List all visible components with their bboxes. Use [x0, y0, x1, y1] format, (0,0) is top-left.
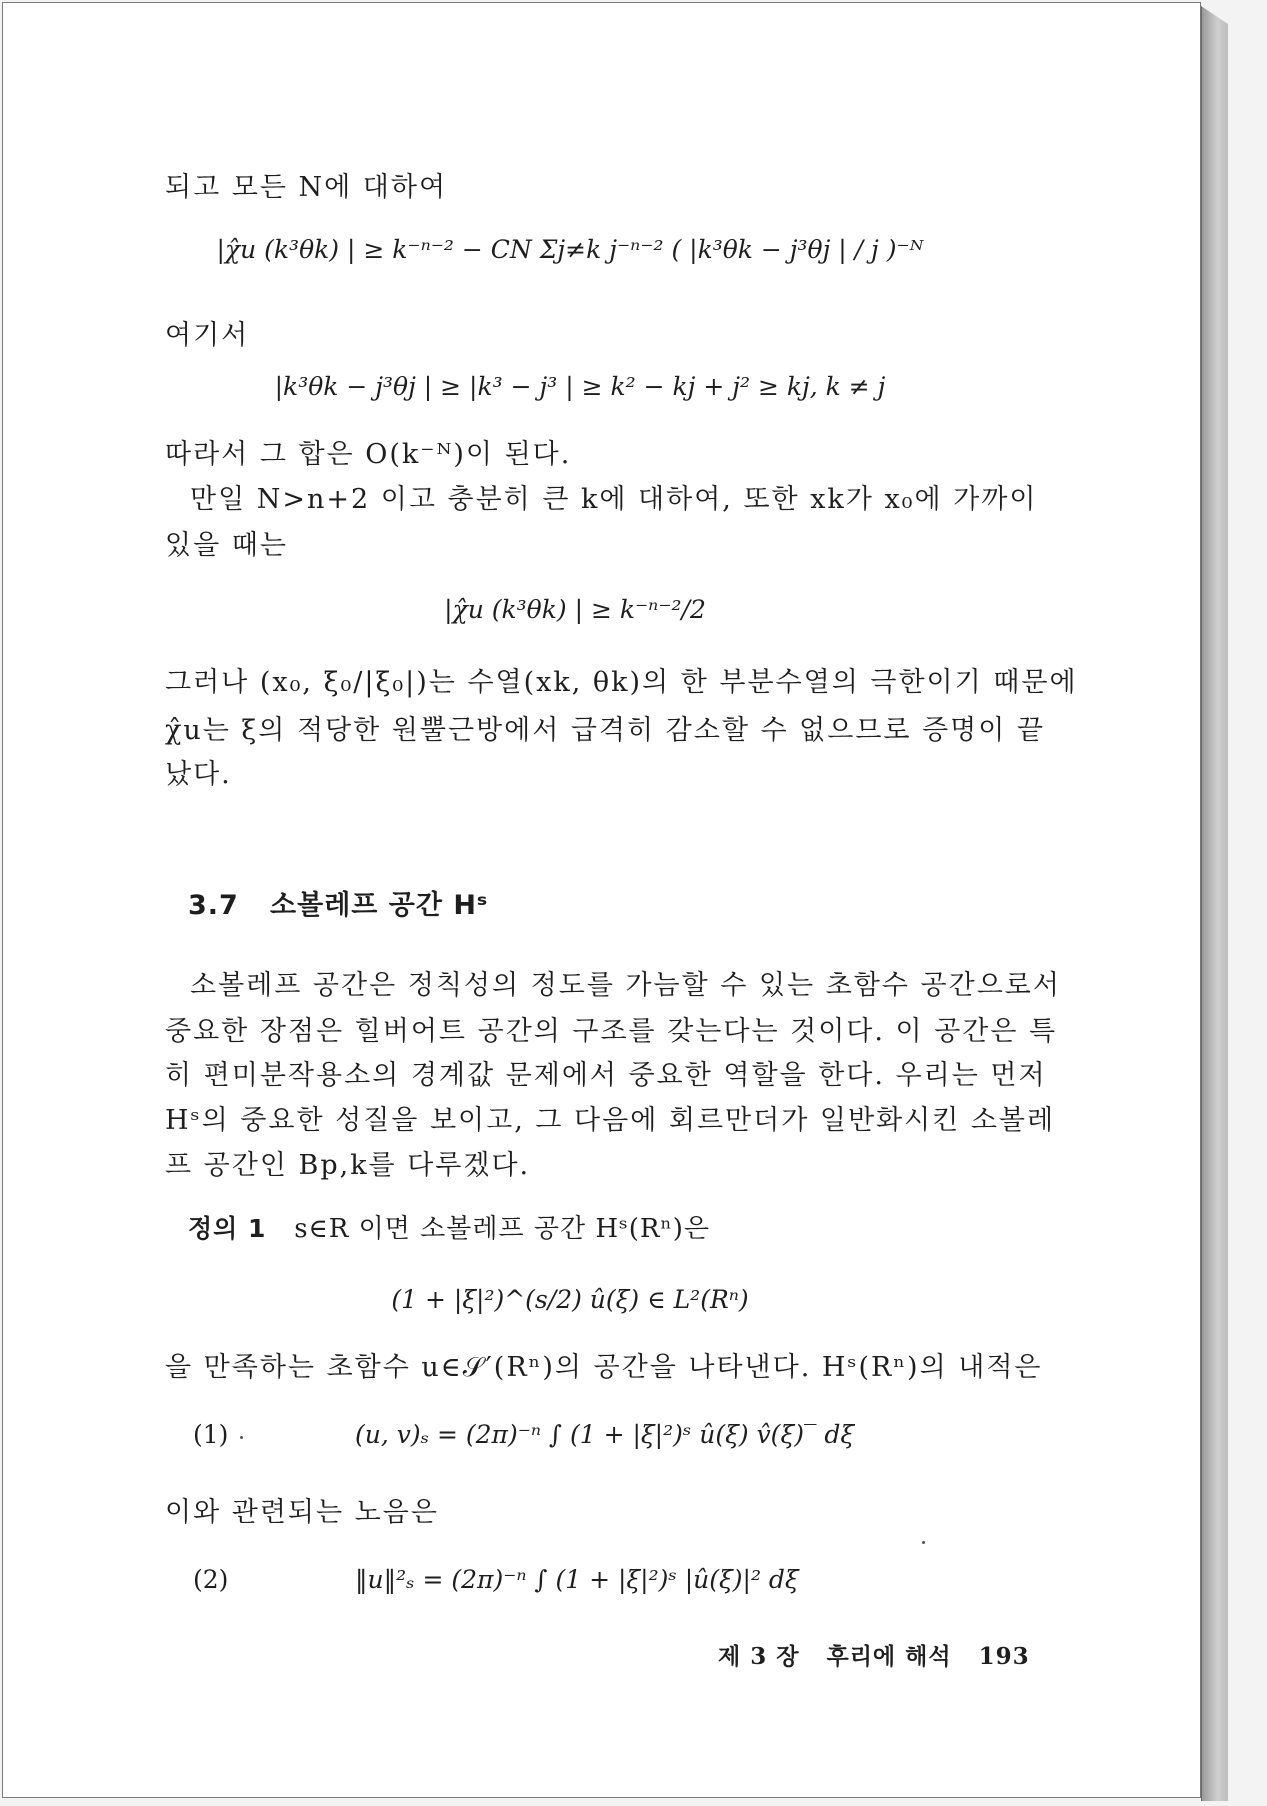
- paragraph-line-1: 소볼레프 공간은 정칙성의 정도를 가늠할 수 있는 초함수 공간으로서: [190, 970, 1061, 1001]
- equation-norm: ‖u‖²ₛ = (2π)⁻ⁿ ∫ (1 + |ξ|²)ˢ |û(ξ)|² dξ: [355, 1565, 799, 1594]
- text-line-1: 되고 모든 N에 대하여: [165, 172, 448, 203]
- text-line-2: 여기서: [165, 320, 250, 351]
- definition-label: 정의 1: [188, 1214, 267, 1243]
- section-heading: [188, 883, 488, 922]
- equation-sobolev-condition: (1 + |ξ|²)^(s/2) û(ξ) ∈ L²(Rⁿ): [391, 1285, 749, 1314]
- text-line-5: 있을 때는: [165, 530, 288, 561]
- section-title: 소볼레프 공간 Hˢ: [270, 890, 489, 921]
- paragraph-line-4: Hˢ의 중요한 성질을 보이고, 그 다음에 회르만더가 일반화시킨 소볼레: [165, 1105, 1056, 1136]
- equation-lower-bound: |χ̂u (k³θk) | ≥ k⁻ⁿ⁻² − CN Σj≠k j⁻ⁿ⁻² ( |k³θk − j³θj | / j )⁻ᴺ: [216, 235, 924, 264]
- paragraph-line-5: 프 공간인 Bp,k를 다루겠다.: [165, 1150, 531, 1181]
- definition-line: [188, 1208, 710, 1245]
- text-line-4: 만일 N>n+2 이고 충분히 큰 k에 대하여, 또한 xk가 x₀에 가까이: [190, 484, 1038, 515]
- equation-difference-bound: |k³θk − j³θj | ≥ |k³ − j³ | ≥ k² − kj + j² ≥ kj, k ≠ j: [274, 372, 886, 401]
- section-number: 3.7: [188, 890, 239, 921]
- text-line-7: χ̂u는 ξ의 적당한 원뿔근방에서 급격히 감소할 수 없으므로 증명이 끝: [165, 715, 1045, 746]
- page-stack-edge: [1201, 6, 1228, 1801]
- text-line-6: 그러나 (x₀, ξ₀/|ξ₀|)는 수열(xk, θk)의 한 부분수열의 극한이기 때문에: [165, 667, 1078, 698]
- definition-text: s∈R 이면 소볼레프 공간 Hˢ(Rⁿ)은: [294, 1214, 711, 1244]
- equation-number-1: (1): [193, 1420, 229, 1449]
- page-number: 193: [978, 1643, 1030, 1670]
- equation-number-2: (2): [193, 1565, 229, 1594]
- footer-chapter: 제 3 장: [718, 1643, 800, 1670]
- scan-speck: [922, 1541, 925, 1544]
- definition-after-line: 을 만족하는 초함수 u∈𝒮′(Rⁿ)의 공간을 나타낸다. Hˢ(Rⁿ)의 내적은: [165, 1352, 1043, 1383]
- norm-intro-line: 이와 관련되는 노음은: [165, 1497, 439, 1528]
- text-line-8: 났다.: [165, 759, 232, 790]
- text-line-3: 따라서 그 합은 O(k⁻ᴺ)이 된다.: [165, 439, 572, 470]
- page-footer: [718, 1638, 1030, 1671]
- paragraph-line-3: 히 편미분작용소의 경계값 문제에서 중요한 역할을 한다. 우리는 먼저: [165, 1060, 1047, 1091]
- scan-speck: [240, 1436, 243, 1439]
- equation-inner-product: (u, v)ₛ = (2π)⁻ⁿ ∫ (1 + |ξ|²)ˢ û(ξ) v̂(ξ)‾ dξ: [355, 1420, 855, 1449]
- equation-half-bound: |χ̂u (k³θk) | ≥ k⁻ⁿ⁻²/2: [444, 595, 706, 624]
- footer-title: 후리에 해석: [826, 1643, 952, 1670]
- paragraph-line-2: 중요한 장점은 힐버어트 공간의 구조를 갖는다는 것이다. 이 공간은 특: [165, 1016, 1058, 1047]
